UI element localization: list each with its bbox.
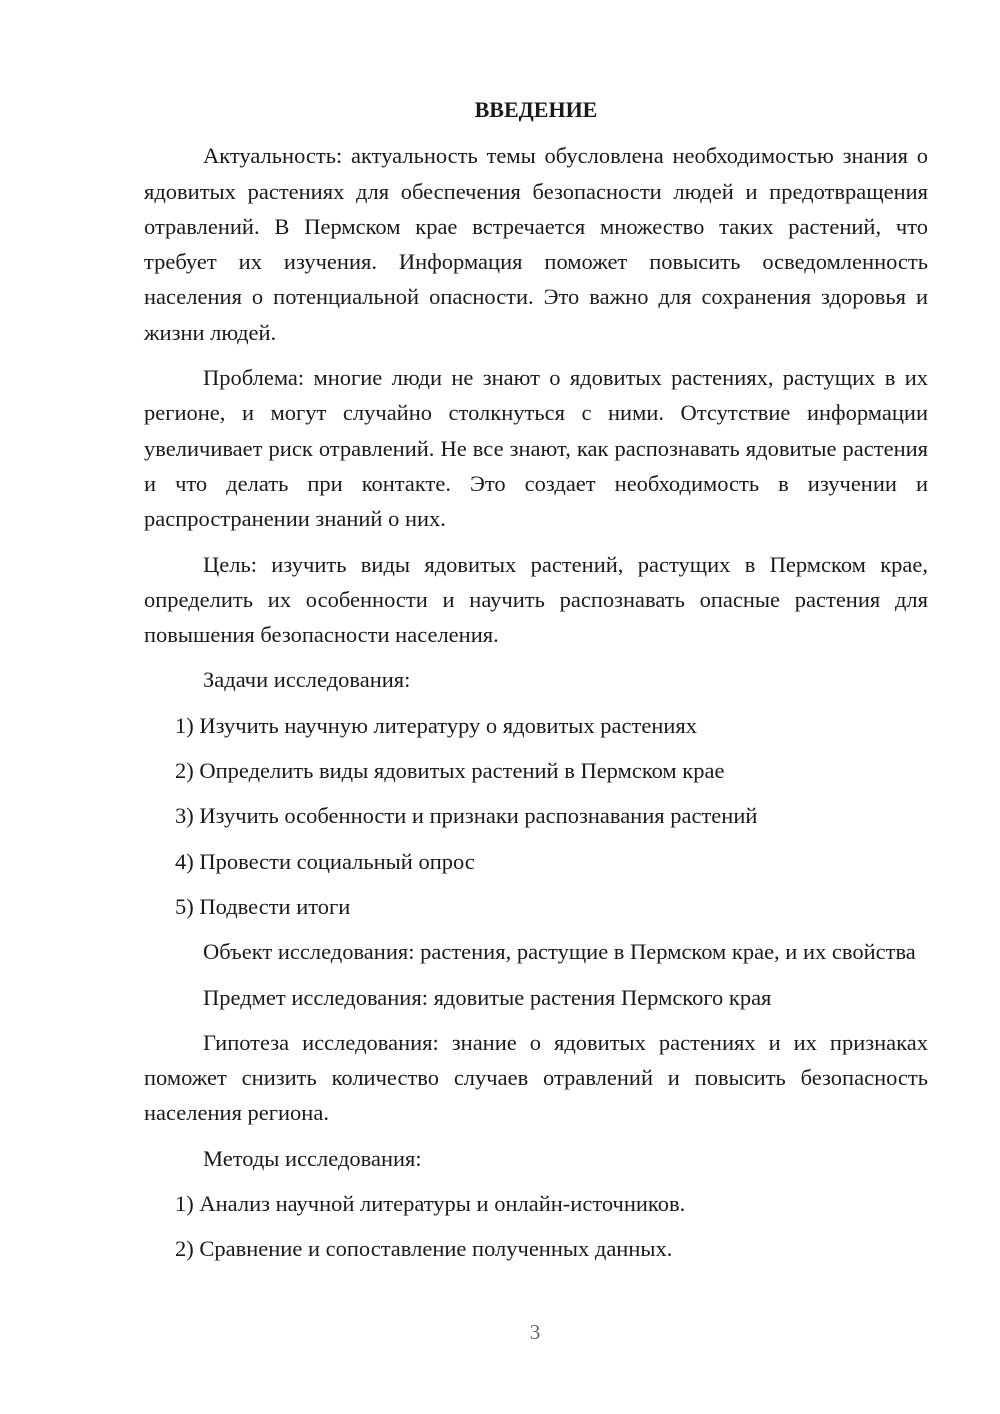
list-item: 4) Провести социальный опрос — [175, 848, 475, 874]
list-item: 2) Определить виды ядовитых растений в Пермском крае — [175, 758, 725, 784]
methods-heading: Методы исследования: — [203, 1145, 422, 1171]
list-item: 1) Анализ научной литературы и онлайн-источников. — [175, 1191, 686, 1217]
paragraph-hypothesis: Гипотеза исследования: знание о ядовитых растениях и их признаках поможет снизить количество случаев отравлений и повысить безопасность населения региона. — [144, 1029, 928, 1126]
list-item: 3) Изучить особенности и признаки распознавания растений — [175, 803, 758, 829]
list-item: 5) Подвести итоги — [175, 893, 351, 919]
paragraph-relevance: Актуальность: актуальность темы обусловлена необходимостью знания о ядовитых растениях для обеспечения безопасности людей и предотвращения отравлений. В Пермском крае встречается множество таких растений, что требует их изучения. Информация поможет повысить осведомленность населения о потенциальной опасности. Это важно для сохранения здоровья и жизни людей. — [144, 143, 928, 345]
tasks-list — [144, 708, 928, 924]
paragraph-subject: Предмет исследования: ядовитые растения Пермского края — [203, 984, 772, 1010]
paragraph-goal: Цель: изучить виды ядовитых растений, растущих в Пермском крае, определить их особенности и научить распознавать опасные растения для повышения безопасности населения. — [144, 551, 928, 648]
tasks-heading: Задачи исследования: — [203, 667, 411, 693]
document-page — [144, 92, 928, 1277]
paragraph-object: Объект исследования: растения, растущие в Пермском крае, и их свойства — [203, 939, 916, 965]
list-item: 1) Изучить научную литературу о ядовитых растениях — [175, 712, 698, 738]
paragraph-problem: Проблема: многие люди не знают о ядовитых растениях, растущих в их регионе, и могут случайно столкнуться с ними. Отсутствие информации увеличивает риск отравлений. Не все знают, как распознавать ядовитые растения и что делать при контакте. Это создает необходимость в изучении и распространении знаний о них. — [144, 365, 928, 532]
list-item: 2) Сравнение и сопоставление полученных данных. — [175, 1236, 673, 1262]
methods-list — [144, 1186, 928, 1267]
page-title: ВВЕДЕНИЕ — [474, 97, 598, 122]
page-number: 3 — [529, 1320, 541, 1344]
